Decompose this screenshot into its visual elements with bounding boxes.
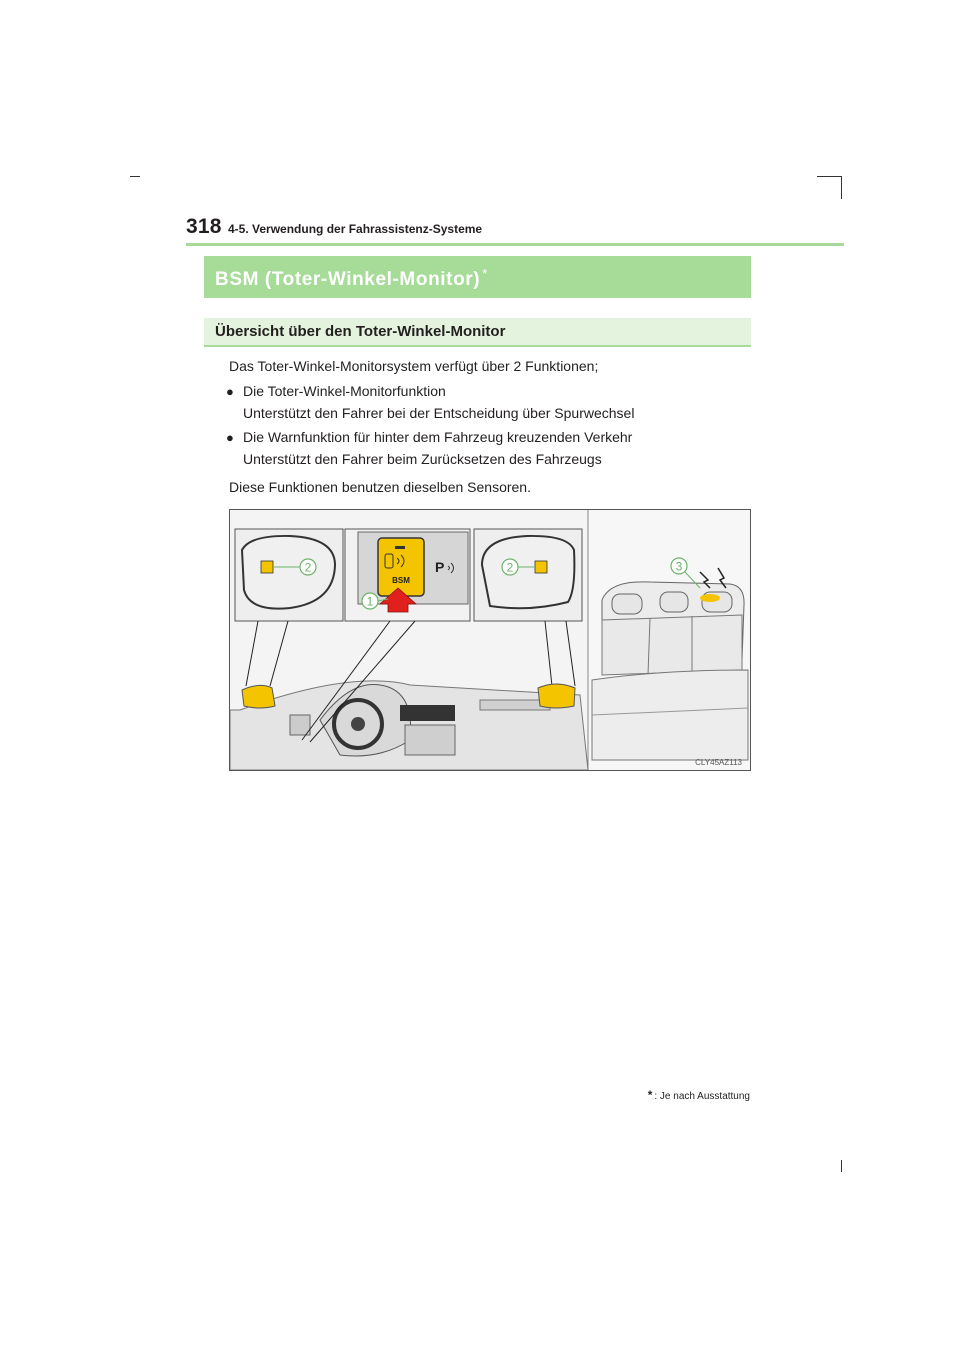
callout-2-right bbox=[502, 559, 518, 575]
figure-code: CLY45AZ113 bbox=[695, 758, 742, 767]
page-title bbox=[215, 266, 488, 291]
crop-mark bbox=[817, 176, 842, 177]
closing-text: Diese Funktionen benutzen dieselben Sensoren. bbox=[229, 479, 531, 495]
intro-text: Das Toter-Winkel-Monitorsystem verfügt über 2 Funktionen; bbox=[229, 358, 599, 374]
section-heading: 4-5. Verwendung der Fahrassistenz-Systeme bbox=[228, 222, 483, 236]
svg-text:2: 2 bbox=[506, 560, 514, 575]
bullet-title: Die Warnfunktion für hinter dem Fahrzeug kreuzenden Verkehr bbox=[243, 429, 633, 445]
header-rule bbox=[186, 243, 844, 246]
asterisk-icon: * bbox=[647, 1088, 653, 1102]
p-label: P bbox=[435, 559, 445, 575]
footnote bbox=[648, 1088, 750, 1102]
bullet-desc: Unterstützt den Fahrer bei der Entscheidung über Spurwechsel bbox=[243, 405, 635, 421]
bullet-icon: ● bbox=[226, 430, 234, 445]
callout-2-left bbox=[300, 559, 316, 575]
subtitle: Übersicht über den Toter-Winkel-Monitor bbox=[215, 323, 506, 340]
bsm-illustration bbox=[229, 509, 751, 771]
page-number: 318 bbox=[186, 215, 222, 238]
crop-mark bbox=[841, 176, 842, 199]
svg-text:3: 3 bbox=[675, 559, 683, 574]
bullet-desc: Unterstützt den Fahrer beim Zurücksetzen des Fahrzeugs bbox=[243, 451, 602, 467]
svg-text:2: 2 bbox=[304, 560, 312, 575]
rear-seat-illustration bbox=[588, 510, 750, 770]
svg-text:1: 1 bbox=[366, 594, 374, 609]
bullet-icon: ● bbox=[226, 384, 234, 399]
title-text: BSM (Toter-Winkel-Monitor) bbox=[215, 269, 481, 290]
asterisk-mark: * bbox=[482, 266, 488, 281]
bullet-title: Die Toter-Winkel-Monitorfunktion bbox=[243, 383, 446, 399]
switch-label: BSM bbox=[392, 576, 410, 585]
crop-mark bbox=[841, 1160, 842, 1172]
footnote-text: : Je nach Ausstattung bbox=[654, 1091, 750, 1102]
crop-mark bbox=[130, 176, 140, 177]
